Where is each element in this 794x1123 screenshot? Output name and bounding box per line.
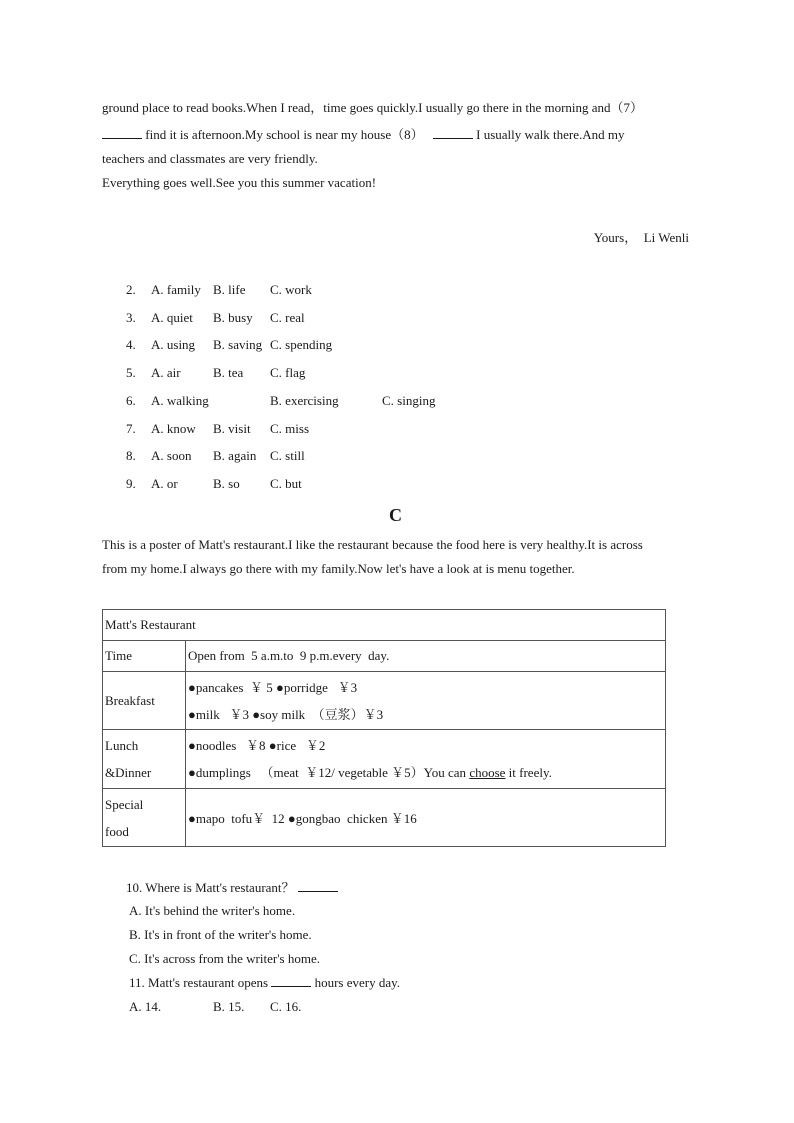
menu-time-label: Time <box>103 641 186 672</box>
option-c: C. still <box>270 448 305 463</box>
lunch-line-2-a: ●dumplings （meat ￥12/ vegetable ￥5）You can <box>188 765 470 780</box>
menu-lunch-items <box>186 730 666 789</box>
q11-stem <box>129 975 400 991</box>
option-b: B. visit <box>213 421 251 436</box>
passage-line-2-text-a: find it is afternoon.My school is near my house（8） <box>145 127 424 142</box>
option-a: A. or <box>151 476 178 491</box>
question-number: 5. <box>126 365 136 380</box>
special-label-1: Special <box>105 796 144 812</box>
question-number: 7. <box>126 421 136 436</box>
q10-stem-text: 10. Where is Matt's restaurant？ <box>126 880 295 895</box>
menu-breakfast-items <box>186 672 666 730</box>
question-number: 3. <box>126 310 136 325</box>
intro-line-1: This is a poster of Matt's restaurant.I like the restaurant because the food here is very healthy.It is across <box>102 537 643 552</box>
answer-blank-8[interactable] <box>433 127 473 139</box>
option-c: C. singing <box>382 393 436 408</box>
passage-line-2 <box>102 124 625 143</box>
q10-stem <box>126 877 338 896</box>
lunch-line-1: ●noodles ￥8 ●rice ￥2 <box>188 738 326 753</box>
q11-option-a: A. 14. <box>129 999 162 1014</box>
lunch-label-1: Lunch <box>105 738 139 753</box>
option-b: B. saving <box>213 337 263 352</box>
q10-option-c: C. It's across from the writer's home. <box>129 951 320 966</box>
option-a: A. soon <box>151 448 192 463</box>
q10-option-b: B. It's in front of the writer's home. <box>129 927 312 942</box>
option-b: B. again <box>213 448 257 463</box>
menu-table <box>102 609 666 847</box>
lunch-line-2 <box>188 759 663 786</box>
passage-line-3: teachers and classmates are very friendly. <box>102 151 318 166</box>
option-a: A. quiet <box>151 310 193 325</box>
passage-line-4: Everything goes well.See you this summer vacation! <box>102 175 377 190</box>
q10-option-a: A. It's behind the writer's home. <box>129 903 296 918</box>
option-b: B. busy <box>213 310 253 325</box>
option-a: A. air <box>151 365 181 380</box>
option-c: C. work <box>270 282 312 297</box>
breakfast-line-1: ●pancakes ￥ 5 ●porridge ￥3 <box>188 679 358 695</box>
menu-lunch-label <box>103 730 186 789</box>
option-c: C. real <box>270 310 305 325</box>
question-number: 9. <box>126 476 136 491</box>
question-number: 2. <box>126 282 136 297</box>
option-b: B. life <box>213 282 246 297</box>
option-b: B. tea <box>213 365 244 380</box>
option-c: C. but <box>270 476 302 491</box>
breakfast-line-2: ●milk ￥3 ●soy milk （豆浆）￥3 <box>188 706 384 722</box>
menu-breakfast-label: Breakfast <box>103 672 186 730</box>
option-b: B. so <box>213 476 240 491</box>
passage-line-1: ground place to read books.When I read，time goes quickly.I usually go there in the morning and（7） <box>102 100 644 115</box>
q11-stem-text-a: 11. Matt's restaurant opens <box>129 975 269 990</box>
section-heading: C <box>389 505 402 525</box>
option-c: C. flag <box>270 365 306 380</box>
option-a: A. using <box>151 337 196 352</box>
intro-line-2: from my home.I always go there with my family.Now let's have a look at is menu together. <box>102 561 575 576</box>
q11-option-c: C. 16. <box>270 999 302 1014</box>
q11-stem-text-b: hours every day. <box>314 975 400 990</box>
question-number: 6. <box>126 393 136 408</box>
question-number: 4. <box>126 337 136 352</box>
menu-title: Matt's Restaurant <box>103 610 666 641</box>
lunch-label-2: &Dinner <box>105 765 152 780</box>
lunch-line-2-b: it freely. <box>505 765 552 780</box>
answer-blank-7[interactable] <box>102 127 142 139</box>
q10-answer-blank[interactable] <box>298 880 338 892</box>
q11-option-b: B. 15. <box>213 999 245 1014</box>
lunch-line-2-underlined: choose <box>469 765 506 780</box>
menu-time-value: Open from 5 a.m.to 9 p.m.every day. <box>186 641 666 672</box>
special-label-2: food <box>105 823 129 839</box>
option-a: A. walking <box>151 393 209 408</box>
q11-answer-blank[interactable] <box>271 975 311 987</box>
menu-special-label <box>103 789 186 847</box>
question-number: 8. <box>126 448 136 463</box>
option-c: C. spending <box>270 337 333 352</box>
letter-signoff: Yours， Li Wenli <box>593 230 689 245</box>
passage-line-2-text-b: I usually walk there.And my <box>476 127 625 142</box>
option-a: A. know <box>151 421 196 436</box>
option-c: C. miss <box>270 421 310 436</box>
option-a: A. family <box>151 282 201 297</box>
option-b: B. exercising <box>270 393 339 408</box>
menu-special-value: ●mapo tofu￥ 12 ●gongbao chicken ￥16 <box>186 789 666 847</box>
